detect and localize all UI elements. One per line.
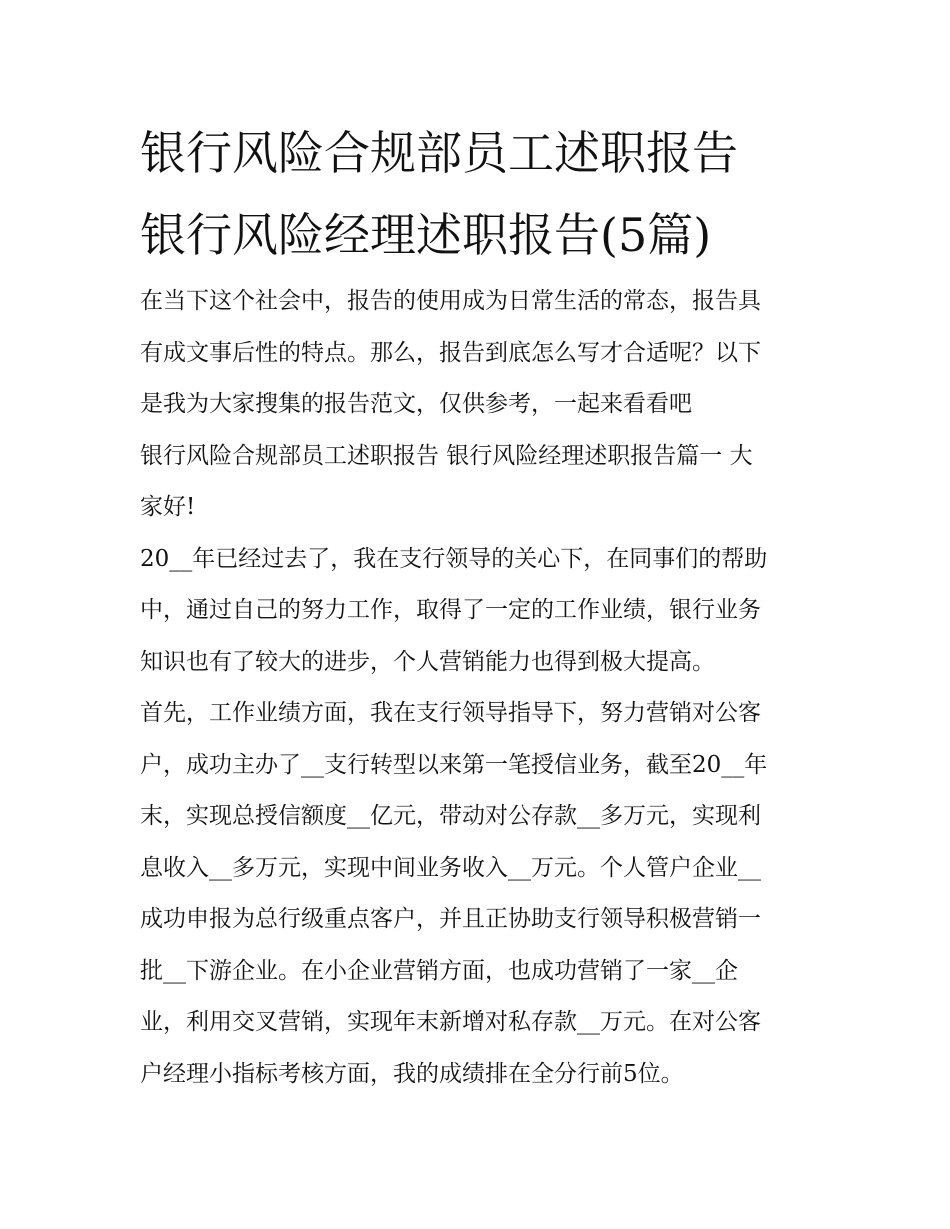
text-line: 息收入__多万元，实现中间业务收入__万元。个人管户企业__ — [140, 854, 761, 881]
paragraph-heading — [140, 431, 820, 534]
document-body — [140, 276, 820, 1100]
text-line: 业，利用交叉营销，实现年末新增对私存款__万元。在对公客 — [140, 1009, 761, 1035]
text-line: 有成文事后性的特点。那么，报告到底怎么写才合适呢？以下 — [140, 339, 761, 366]
text-line: 知识也有了较大的进步，个人营销能力也得到极大提高。 — [140, 648, 715, 675]
title-line-1: 银行风险合规部员工述职报告 — [140, 126, 738, 180]
title-line-2: 银行风险经理述职报告(5篇) — [140, 208, 712, 262]
text-line: 在当下这个社会中，报告的使用成为日常生活的常态，报告具 — [140, 288, 761, 314]
text-line: 20__年已经过去了，我在支行领导的关心下，在同事们的帮助 — [140, 545, 768, 572]
paragraph-performance — [140, 688, 820, 1100]
text-line: 银行风险合规部员工述职报告 银行风险经理述职报告篇一 大 — [140, 442, 753, 469]
paragraph-intro — [140, 276, 820, 431]
document-title — [140, 112, 830, 276]
text-line: 成功申报为总行级重点客户，并且正协助支行领导积极营销一 — [140, 906, 761, 932]
text-line: 户经理小指标考核方面，我的成绩排在全分行前5位。 — [140, 1060, 684, 1087]
text-line: 户，成功主办了__支行转型以来第一笔授信业务，截至20__年 — [140, 751, 768, 778]
text-line: 首先，工作业绩方面，我在支行领导指导下，努力营销对公客 — [140, 700, 761, 726]
paragraph-summary — [140, 534, 820, 689]
text-line: 末，实现总授信额度__亿元，带动对公存款__多万元，实现利 — [140, 803, 761, 829]
text-line: 是我为大家搜集的报告范文，仅供参考，一起来看看吧 — [140, 391, 692, 417]
text-line: 批__下游企业。在小企业营销方面，也成功营销了一家__企 — [140, 957, 738, 984]
text-line: 中，通过自己的努力工作，取得了一定的工作业绩，银行业务 — [140, 597, 761, 623]
text-line: 家好! — [140, 494, 196, 520]
